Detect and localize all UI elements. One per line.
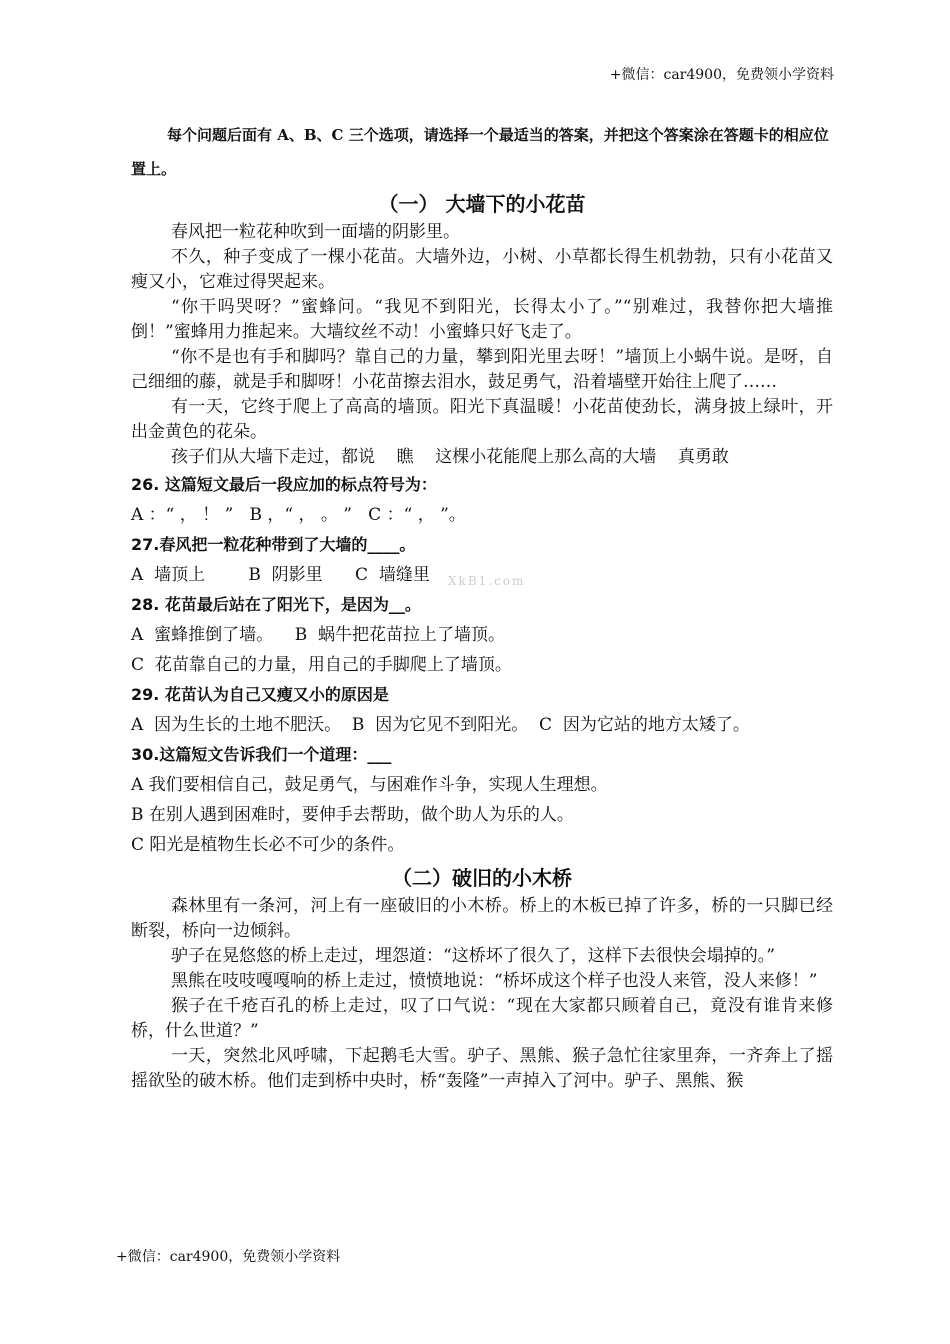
- question-28-options: C 花苗靠自己的力量，用自己的手脚爬上了墙顶。: [131, 655, 512, 675]
- story1-paragraph: “你不是也有手和脚吗？靠自己的力量，攀到阳光里去呀！”墙顶上小蜗牛说。是呀，自己细细的藤，就是手和脚呀！小花苗擦去泪水，鼓足勇气，沿着墙壁开始往上爬了……: [131, 347, 833, 392]
- story2-paragraph: 驴子在晃悠悠的桥上走过，埋怨道：“这桥坏了很久了，这样下去很快会塌掉的。”: [171, 946, 775, 966]
- question-30-option-a: A 我们要相信自己，鼓足勇气，与困难作斗争，实现人生理想。: [131, 775, 608, 795]
- story2-title: （二）破旧的小木桥: [392, 866, 572, 890]
- story2-paragraph: 一天，突然北风呼啸，下起鹅毛大雪。驴子、黑熊、猴子急忙往家里奔，一齐奔上了摇摇欲坠的破木桥。他们走到桥中央时，桥“轰隆”一声掉入了河中。驴子、黑熊、猴: [131, 1046, 833, 1091]
- question-29-options: A 因为生长的土地不肥沃。 B 因为它见不到阳光。 C 因为它站的地方太矮了。: [131, 715, 750, 735]
- question-28-options: A 蜜蜂推倒了墙。 B 蜗牛把花苗拉上了墙顶。: [131, 625, 505, 645]
- question-29: 29. 花苗认为自己又瘦又小的原因是: [131, 685, 389, 704]
- story2-paragraph: 森林里有一条河，河上有一座破旧的小木桥。桥上的木板已掉了许多，桥的一只脚已经断裂，桥向一边倾斜。: [131, 896, 833, 941]
- footer-note: +微信：car4900，免费领小学资料: [116, 1249, 341, 1265]
- question-26: 26. 这篇短文最后一段应加的标点符号为：: [131, 475, 437, 494]
- watermark: XkB1.com: [448, 574, 526, 588]
- story2-paragraph: 猴子在千疮百孔的桥上走过，叹了口气说：“现在大家都只顾着自己，竟没有谁肯来修桥，什么世道？”: [131, 996, 833, 1041]
- question-30: 30.这篇短文告诉我们一个道理：___: [131, 745, 392, 764]
- header-note: +微信：car4900，免费领小学资料: [609, 67, 834, 83]
- question-28: 28. 花苗最后站在了阳光下，是因为__。: [131, 595, 421, 614]
- question-27-options: A 墙顶上 B 阴影里 C 墙缝里: [131, 565, 430, 585]
- story1-paragraph: 春风把一粒花种吹到一面墙的阴影里。: [171, 222, 460, 242]
- question-30-option-b: B 在别人遇到困难时，要伸手去帮助，做个助人为乐的人。: [131, 805, 574, 825]
- story1-paragraph: 不久，种子变成了一棵小花苗。大墙外边，小树、小草都长得生机勃勃，只有小花苗又瘦又小，它难过得哭起来。: [131, 247, 833, 292]
- question-30-option-c: C 阳光是植物生长必不可少的条件。: [131, 835, 405, 855]
- content: [131, 118, 833, 1094]
- story2-paragraph: 黑熊在吱吱嘎嘎响的桥上走过，愤愤地说：“桥坏成这个样子也没人来管，没人来修！”: [171, 971, 818, 991]
- instructions: 每个问题后面有 A、B、C 三个选项，请选择一个最适当的答案，并把这个答案涂在答题卡的相应位置上。: [131, 126, 829, 178]
- story1-paragraph: “你干吗哭呀？”蜜蜂问。“我见不到阳光，长得太小了。”“别难过，我替你把大墙推倒！”蜜蜂用力推起来。大墙纹丝不动！小蜜蜂只好飞走了。: [131, 297, 833, 342]
- question-27: 27.春风把一粒花种带到了大墙的____。: [131, 535, 416, 554]
- story1-paragraph: 孩子们从大墙下走过，都说 瞧 这棵小花能爬上那么高的大墙 真勇敢: [171, 447, 729, 467]
- story1-title: （一） 大墙下的小花苗: [378, 192, 586, 216]
- story1-paragraph: 有一天，它终于爬上了高高的墙顶。阳光下真温暖！小花苗使劲长，满身披上绿叶，开出金黄色的花朵。: [131, 397, 833, 442]
- question-26-options: A ：“ ， ！ ” B ，“ ， 。 ” C ：“ ， ”。: [131, 505, 466, 525]
